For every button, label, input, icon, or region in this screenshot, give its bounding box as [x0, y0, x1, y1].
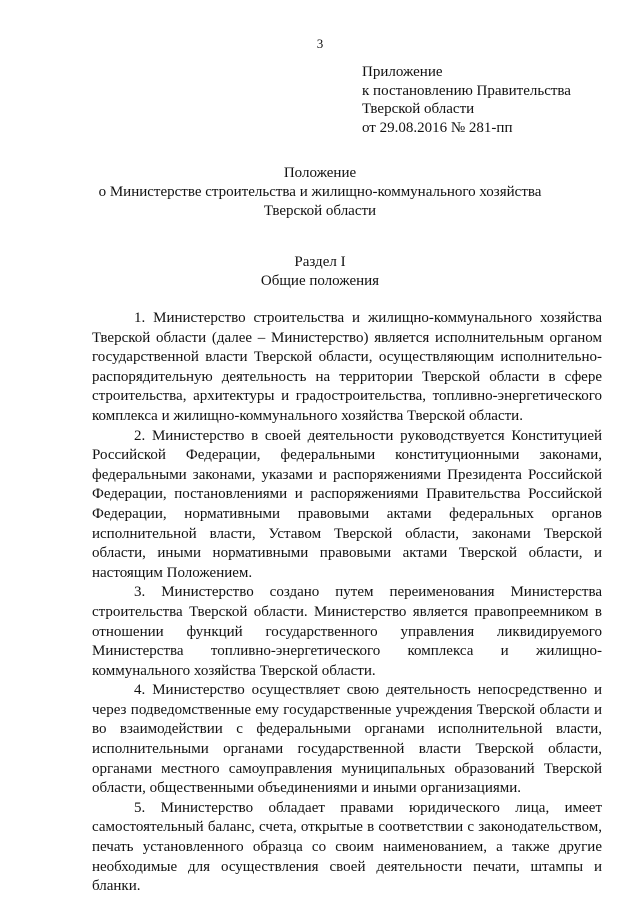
- page-number: 3: [316, 36, 324, 51]
- paragraph-2: 2. Министерство в своей деятельности руководствуется Конституцией Российской Федерации, федеральными конституционными законами, федеральными законами, указами и распоряжениями Президента Российской Федерации, постановлениями и распоряжениями Правительства Российской Федерации, нормативными правовыми актами федеральных органов исполнительной власти, Уставом Тверской области, законами Тверской области, иными нормативными правовыми актами Тверской области, и настоящим Положением.: [92, 427, 602, 581]
- title-line-2: о Министерстве строительства и жилищно-коммунального хозяйства: [98, 184, 542, 200]
- appendix-line-2: к постановлению Правительства: [362, 82, 571, 99]
- body-text: [92, 309, 602, 897]
- appendix-line-1: Приложение: [362, 64, 443, 80]
- paragraph-5: 5. Министерство обладает правами юридического лица, имеет самостоятельный баланс, счета, открытые в соответствии с законодательством, печать установленного образца со своим наименованием, а также другие необходимые для осуществления своей деятельности печати, штампы и бланки.: [92, 799, 602, 895]
- document-title: [60, 164, 580, 221]
- title-line-1: Положение: [283, 165, 357, 181]
- appendix-line-4: от 29.08.2016 № 281-пп: [362, 119, 513, 136]
- section-name: Общие положения: [260, 273, 380, 289]
- title-line-3: Тверской области: [263, 203, 377, 219]
- paragraph-1: 1. Министерство строительства и жилищно-коммунального хозяйства Тверской области (далее – Министерство) является исполнительным органом государственной власти Тверской области, осуществляющим исполнительно-распорядительную деятельность на территории Тверской области в сфере строительства, архитектуры и градостроительства, топливно-энергетического комплекса и жилищно-коммунального хозяйства Тверской области.: [92, 310, 602, 424]
- appendix-line-3: Тверской области: [362, 101, 475, 117]
- paragraph-3: 3. Министерство создано путем переименования Министерства строительства Тверской области. Министерство является правопреемником в отношении функций государственного управления ликвидируемого Министерства топливно-энергетического комплекса и жилищно-коммунального хозяйства Тверской области.: [92, 584, 602, 679]
- appendix-header: [362, 63, 571, 137]
- section-number: Раздел I: [294, 254, 346, 270]
- paragraph-4: 4. Министерство осуществляет свою деятельность непосредственно и через подведомственные ему государственные учреждения Тверской области и во взаимодействии с федеральными органами исполнительной власти, исполнительными органами государственной власти Тверской области, органами местного самоуправления муниципальных образований Тверской области, общественными объединениями и иными организациями.: [92, 682, 602, 797]
- section-heading: [60, 253, 580, 291]
